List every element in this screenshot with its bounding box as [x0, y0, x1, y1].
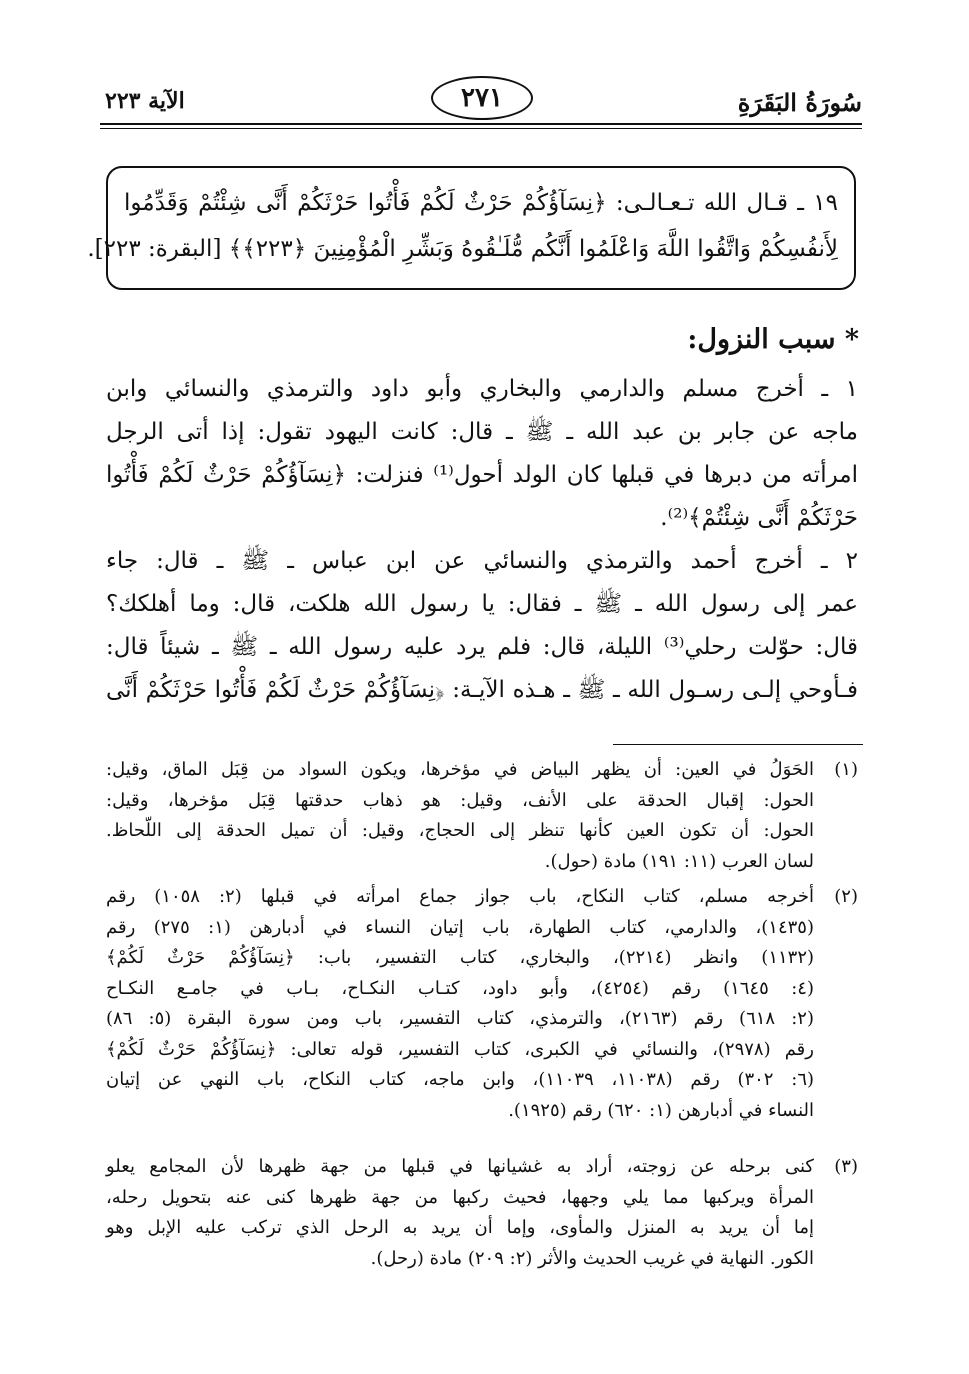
paragraph-line: فـأوحي إلـى رسـول الله ـ ﷺ ـ هـذه الآيـة: ﴿نِسَآؤُكُمْ حَرْثٌ لَكُمْ فَأْتُوا حَرْثَكُمْ أَنَّى	[106, 677, 858, 703]
footnote-line: الكور. النهاية في غريب الحديث والأثر (٢: ٢٠٩) مادة (رحل).	[370, 1247, 814, 1269]
verse-reference: الآية ٢٢٣	[105, 88, 185, 114]
header-rule	[100, 123, 862, 125]
footnote-line: الحول: أن تكون العين كأنها تنظر إلى الحجاج، وقيل: أن تميل الحدقة إلى اللّحاظ.	[106, 820, 814, 841]
page-number: ٢٧١	[461, 83, 503, 113]
footnote-line: كنى برحله عن زوجته، أراد به غشيانها في قبلها من جهة ظهرها لأن المجامع يعلو	[106, 1156, 814, 1177]
paragraph-line: ٢ ـ أخرج أحمد والترمذي والنسائي عن ابن عباس ـ ﷺ ـ قال: جاء	[106, 548, 858, 574]
footnote-line: الحَوَلُ في العين: أن يظهر البياض في مؤخرها، ويكون السواد من قِبَل الماق، وقيل:	[106, 759, 814, 780]
surah-title: سُورَةُ البَقَرَةِ	[737, 88, 862, 117]
paragraph-line: امرأته من دبرها في قبلها كان الولد أحول⁽¹⁾ فنزلت: ﴿نِسَآؤُكُمْ حَرْثٌ لَكُمْ فَأْتُوا	[106, 462, 858, 488]
footnote-line: النساء في أدبارهن (١: ٦٢٠) رقم (١٩٢٥).	[508, 1099, 814, 1121]
footnote-line: رقم (٢٩٧٨)، والنسائي في الكبرى، كتاب التفسير، قوله تعالى: ﴿نِسَآؤُكُمْ حَرْثٌ لَكُمْ﴾	[106, 1038, 814, 1060]
verse-line: لِأَنفُسِكُمْ وَاتَّقُوا اللَّهَ وَاعْلَمُوا أَنَّكُم مُّلَـٰقُوهُ وَبَشِّرِ الْمُؤْمِنِينَ ﴿٢٢٣﴾﴾ [البقرة: ٢٢٣].	[87, 236, 838, 262]
paragraph-line: ١ ـ أخرج مسلم والدارمي والبخاري وأبو داود والترمذي والنسائي وابن	[106, 376, 858, 402]
footnote-line: (٤: ١٦٤٥) رقم (٤٢٥٤)، وأبو داود، كتـاب النكـاح، بـاب في جامـع النكـاح	[106, 977, 814, 999]
footnote-number: (١)	[834, 759, 858, 780]
paragraph-2	[106, 540, 858, 712]
footnote-line: أخرجه مسلم، كتاب النكاح، باب جواز جماع امرأته في قبلها (٢: ١٠٥٨) رقم	[106, 886, 814, 907]
footnote-line: لسان العرب (١١: ١٩١) مادة (حول).	[544, 850, 814, 872]
footnote-line: (١١٣٢) وانظر (٢٢١٤)، والبخاري، كتاب التفسير، باب: ﴿نِسَآؤُكُمْ حَرْثٌ لَكُمْ﴾	[106, 947, 815, 968]
footnote-line: المرأة ويركبها مما يلي وجهها، فحيث ركبها من جهة ظهرها كنى عنه بتحويل رحله،	[106, 1186, 814, 1208]
section-heading: * سبب النزول:	[687, 324, 859, 355]
verse-line: ١٩ ـ قـال الله تـعـالـى: ﴿نِسَآؤُكُمْ حَرْثٌ لَكُمْ فَأْتُوا حَرْثَكُمْ أَنَّى شِئْتُمْ وَقَدِّمُوا	[124, 190, 838, 216]
paragraph-line: عمر إلى رسول الله ـ ﷺ ـ فقال: يا رسول الله هلكت، قال: وما أهلكك؟	[106, 591, 858, 617]
paragraph-1	[106, 368, 858, 540]
footnote-number: (٢)	[834, 886, 858, 907]
footnote-separator	[613, 744, 863, 745]
paragraph-line: قال: حوّلت رحلي⁽³⁾ الليلة، قال: فلم يرد عليه رسول الله ـ ﷺ ـ شيئاً قال:	[106, 634, 858, 660]
footnote-line: (٢: ٦١٨) رقم (٢١٦٣)، والترمذي، كتاب التفسير، باب ومن سورة البقرة (٥: ٨٦)	[106, 1008, 814, 1029]
paragraph-line: حَرْثَكُمْ أَنَّى شِئْتُمْ﴾⁽²⁾.	[660, 505, 858, 531]
paragraph-line: ماجه عن جابر بن عبد الله ـ ﷺ ـ قال: كانت اليهود تقول: إذا أتى الرجل	[106, 419, 858, 445]
header-rule-thin	[100, 128, 862, 129]
footnote-number: (٣)	[834, 1156, 858, 1177]
page-number-badge	[431, 76, 533, 120]
footnote-line: إما أن يريد به المنزل والمأوى، وإما أن يريد به الرحل الذي تركب عليه الإبل وهو	[106, 1217, 814, 1238]
footnote-line: الحول: إقبال الحدقة على الأنف، وقيل: هو ذهاب حدقتها قِبَل مؤخرها، وقيل:	[106, 789, 814, 811]
verse-box	[87, 166, 856, 290]
footnote-line: (٦: ٣٠٢) رقم (١١٠٣٨، ١١٠٣٩)، وابن ماجه، كتاب النكاح، باب النهي عن إتيان	[106, 1069, 815, 1090]
footnote-line: (١٤٣٥)، والدارمي، كتاب الطهارة، باب إتيان النساء في أدبارهن (١: ٢٧٥) رقم	[106, 916, 814, 938]
